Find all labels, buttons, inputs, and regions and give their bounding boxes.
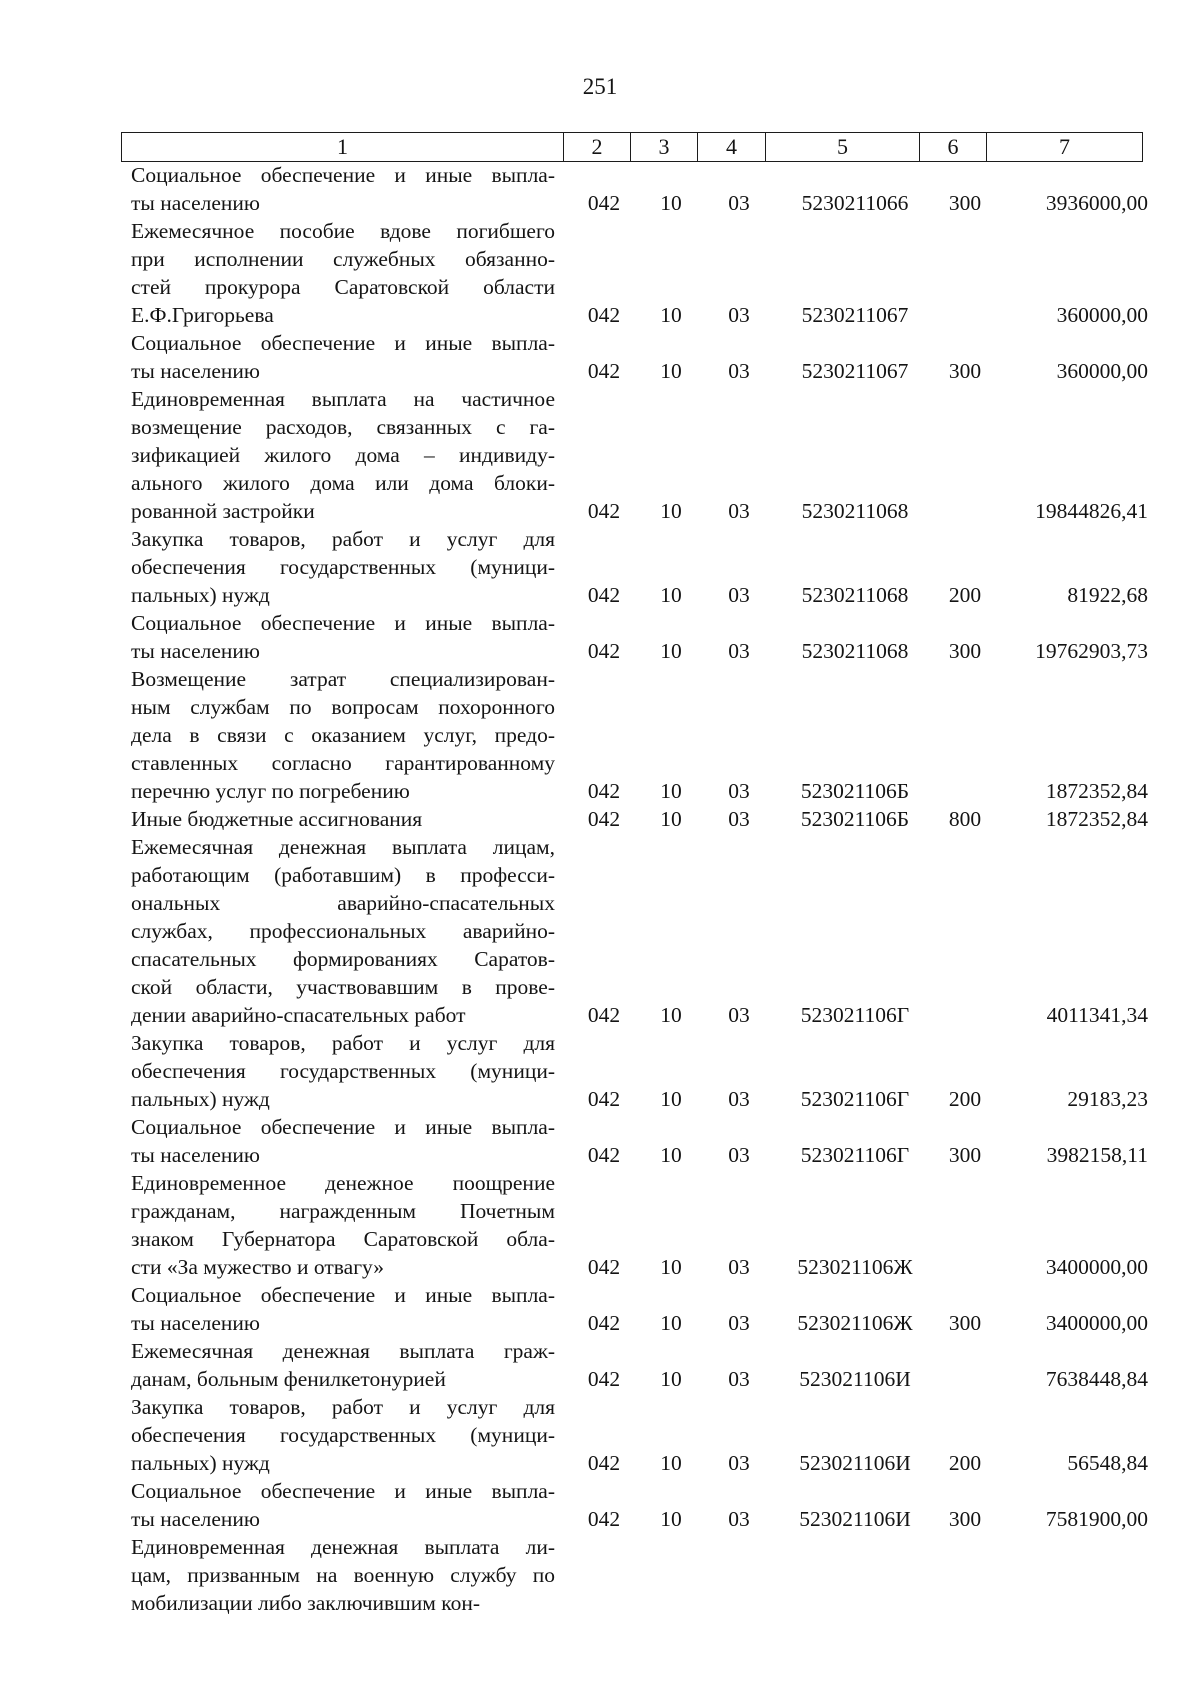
cell-c3: 10 xyxy=(660,1087,682,1111)
description-line: ты населению xyxy=(131,639,260,663)
cell-c5: 523021106Г xyxy=(800,1003,910,1027)
description-line: возмещение расходов, связанных с га- xyxy=(131,415,555,439)
cell-c5: 523021106И xyxy=(799,1367,911,1391)
row-description xyxy=(131,833,555,1029)
cell-c3: 10 xyxy=(660,639,682,663)
description-line: при исполнении служебных обязанно- xyxy=(131,247,555,271)
description-line: Е.Ф.Григорьева xyxy=(131,303,274,327)
description-line: Закупка товаров, работ и услуг для xyxy=(131,1395,555,1419)
column-header-4: 4 xyxy=(698,133,766,162)
cell-c7: 19844826,41 xyxy=(1035,499,1148,523)
cell-c6: 200 xyxy=(948,1451,982,1475)
cell-c5: 523021106И xyxy=(799,1451,911,1475)
cell-c3: 10 xyxy=(660,359,682,383)
description-line: ты населению xyxy=(131,1311,260,1335)
cell-c2: 042 xyxy=(587,1143,621,1167)
table-row xyxy=(0,1337,1200,1393)
cell-c6: 300 xyxy=(948,1507,982,1531)
row-description xyxy=(131,1281,555,1337)
description-line: Социальное обеспечение и иные выпла- xyxy=(131,1283,555,1307)
cell-c4: 03 xyxy=(728,499,750,523)
description-line: Социальное обеспечение и иные выпла- xyxy=(131,611,555,635)
description-line: Социальное обеспечение и иные выпла- xyxy=(131,1115,555,1139)
description-line: Возмещение затрат специализирован- xyxy=(131,667,555,691)
description-line: цам, призванным на военную службу по xyxy=(131,1563,555,1587)
description-line: ным службам по вопросам похоронного xyxy=(131,695,555,719)
table-body xyxy=(0,161,1200,1617)
cell-c2: 042 xyxy=(587,1367,621,1391)
cell-c3: 10 xyxy=(660,303,682,327)
description-line: гражданам, награжденным Почетным xyxy=(131,1199,555,1223)
description-line: обеспечения государственных (муници- xyxy=(131,1423,555,1447)
description-line: пальных) нужд xyxy=(131,1451,270,1475)
cell-c4: 03 xyxy=(728,1451,750,1475)
cell-c3: 10 xyxy=(660,1311,682,1335)
column-header-3: 3 xyxy=(631,133,698,162)
cell-c2: 042 xyxy=(587,583,621,607)
row-description xyxy=(131,609,555,665)
column-header-row xyxy=(122,133,1143,162)
column-header-7: 7 xyxy=(987,133,1143,162)
description-line: службах, профессиональных аварийно- xyxy=(131,919,555,943)
table-row xyxy=(0,1477,1200,1533)
cell-c3: 10 xyxy=(660,1255,682,1279)
table-row xyxy=(0,161,1200,217)
description-line: дении аварийно-спасательных работ xyxy=(131,1003,466,1027)
cell-c5: 5230211068 xyxy=(801,499,909,523)
cell-c7: 29183,23 xyxy=(1067,1087,1148,1111)
cell-c6: 200 xyxy=(948,1087,982,1111)
row-description xyxy=(131,805,555,833)
cell-c4: 03 xyxy=(728,1143,750,1167)
cell-c6: 800 xyxy=(948,807,982,831)
table-row xyxy=(0,1113,1200,1169)
cell-c4: 03 xyxy=(728,807,750,831)
description-line: стей прокурора Саратовской области xyxy=(131,275,555,299)
column-header-2: 2 xyxy=(564,133,631,162)
description-line: зификацией жилого дома – индивиду- xyxy=(131,443,555,467)
description-line: ального жилого дома или дома блоки- xyxy=(131,471,555,495)
cell-c5: 523021106Г xyxy=(800,1143,910,1167)
cell-c4: 03 xyxy=(728,583,750,607)
cell-c6: 300 xyxy=(948,639,982,663)
column-header-5: 5 xyxy=(766,133,920,162)
table-row xyxy=(0,805,1200,833)
description-line: Социальное обеспечение и иные выпла- xyxy=(131,163,555,187)
cell-c3: 10 xyxy=(660,807,682,831)
cell-c6: 300 xyxy=(948,1311,982,1335)
cell-c7: 7581900,00 xyxy=(1045,1507,1148,1531)
column-header-table xyxy=(121,132,1143,162)
cell-c4: 03 xyxy=(728,779,750,803)
description-line: обеспечения государственных (муници- xyxy=(131,555,555,579)
cell-c4: 03 xyxy=(728,1003,750,1027)
cell-c2: 042 xyxy=(587,359,621,383)
description-line: Закупка товаров, работ и услуг для xyxy=(131,527,555,551)
cell-c7: 56548,84 xyxy=(1067,1451,1148,1475)
cell-c3: 10 xyxy=(660,1143,682,1167)
table-row xyxy=(0,525,1200,609)
table-row xyxy=(0,1169,1200,1281)
description-line: Ежемесячная денежная выплата лицам, xyxy=(131,835,555,859)
description-line: мобилизации либо заключившим кон- xyxy=(131,1591,480,1615)
cell-c5: 5230211067 xyxy=(801,303,909,327)
cell-c6: 300 xyxy=(948,191,982,215)
cell-c3: 10 xyxy=(660,499,682,523)
row-description xyxy=(131,525,555,609)
cell-c3: 10 xyxy=(660,779,682,803)
row-description xyxy=(131,329,555,385)
cell-c3: 10 xyxy=(660,1367,682,1391)
cell-c7: 81922,68 xyxy=(1067,583,1148,607)
page-number: 251 xyxy=(582,74,618,99)
cell-c7: 3936000,00 xyxy=(1045,191,1148,215)
row-description xyxy=(131,1169,555,1281)
cell-c7: 19762903,73 xyxy=(1035,639,1148,663)
cell-c3: 10 xyxy=(660,1451,682,1475)
description-line: работающим (работавшим) в професси- xyxy=(131,863,555,887)
cell-c5: 523021106И xyxy=(799,1507,911,1531)
row-description xyxy=(131,385,555,525)
cell-c4: 03 xyxy=(728,191,750,215)
row-description xyxy=(131,1477,555,1533)
description-line: ты населению xyxy=(131,359,260,383)
row-description xyxy=(131,665,555,805)
description-line: Единовременная выплата на частичное xyxy=(131,387,555,411)
cell-c3: 10 xyxy=(660,191,682,215)
cell-c7: 360000,00 xyxy=(1056,303,1148,327)
cell-c2: 042 xyxy=(587,779,621,803)
description-line: Социальное обеспечение и иные выпла- xyxy=(131,331,555,355)
description-line: перечню услуг по погребению xyxy=(131,779,410,803)
description-line: дела в связи с оказанием услуг, предо- xyxy=(131,723,555,747)
cell-c2: 042 xyxy=(587,303,621,327)
cell-c5: 5230211067 xyxy=(801,359,909,383)
cell-c7: 360000,00 xyxy=(1056,359,1148,383)
cell-c3: 10 xyxy=(660,1003,682,1027)
cell-c2: 042 xyxy=(587,1451,621,1475)
cell-c2: 042 xyxy=(587,1087,621,1111)
description-line: ты населению xyxy=(131,1507,260,1531)
cell-c7: 1872352,84 xyxy=(1045,807,1148,831)
description-line: ты населению xyxy=(131,1143,260,1167)
cell-c4: 03 xyxy=(728,1087,750,1111)
table-row xyxy=(0,1533,1200,1617)
description-line: пальных) нужд xyxy=(131,583,270,607)
cell-c2: 042 xyxy=(587,807,621,831)
cell-c3: 10 xyxy=(660,1507,682,1531)
cell-c7: 3982158,11 xyxy=(1046,1143,1148,1167)
cell-c4: 03 xyxy=(728,639,750,663)
description-line: Ежемесячное пособие вдове погибшего xyxy=(131,219,555,243)
table-row xyxy=(0,385,1200,525)
row-description xyxy=(131,1029,555,1113)
table-row xyxy=(0,329,1200,385)
table-row xyxy=(0,1281,1200,1337)
description-line: сти «За мужество и отвагу» xyxy=(131,1255,385,1279)
cell-c6: 300 xyxy=(948,1143,982,1167)
cell-c2: 042 xyxy=(587,499,621,523)
table-row xyxy=(0,609,1200,665)
cell-c2: 042 xyxy=(587,1255,621,1279)
table-row xyxy=(0,217,1200,329)
description-line: Единовременное денежное поощрение xyxy=(131,1171,555,1195)
description-line: ты населению xyxy=(131,191,260,215)
cell-c2: 042 xyxy=(587,1507,621,1531)
description-line: Закупка товаров, работ и услуг для xyxy=(131,1031,555,1055)
row-description xyxy=(131,217,555,329)
table-row xyxy=(0,665,1200,805)
table-row xyxy=(0,1029,1200,1113)
row-description xyxy=(131,1113,555,1169)
cell-c5: 523021106Б xyxy=(800,779,910,803)
row-description xyxy=(131,161,555,217)
description-line: спасательных формированиях Саратов- xyxy=(131,947,555,971)
cell-c7: 3400000,00 xyxy=(1045,1255,1148,1279)
cell-c4: 03 xyxy=(728,1255,750,1279)
description-line: ской области, участвовавшим в прове- xyxy=(131,975,555,999)
cell-c2: 042 xyxy=(587,639,621,663)
column-header-1: 1 xyxy=(122,133,564,162)
cell-c5: 523021106Б xyxy=(800,807,910,831)
description-line: пальных) нужд xyxy=(131,1087,270,1111)
cell-c7: 7638448,84 xyxy=(1045,1367,1148,1391)
description-line: Иные бюджетные ассигнования xyxy=(131,807,423,831)
description-line: Ежемесячная денежная выплата граж- xyxy=(131,1339,555,1363)
cell-c5: 5230211068 xyxy=(801,583,909,607)
cell-c2: 042 xyxy=(587,1003,621,1027)
cell-c5: 523021106Г xyxy=(800,1087,910,1111)
cell-c5: 523021106Ж xyxy=(797,1311,913,1335)
cell-c5: 523021106Ж xyxy=(797,1255,913,1279)
cell-c7: 4011341,34 xyxy=(1046,1003,1148,1027)
description-line: Социальное обеспечение и иные выпла- xyxy=(131,1479,555,1503)
description-line: рованной застройки xyxy=(131,499,315,523)
cell-c4: 03 xyxy=(728,1311,750,1335)
cell-c6: 300 xyxy=(948,359,982,383)
cell-c4: 03 xyxy=(728,303,750,327)
description-line: обеспечения государственных (муници- xyxy=(131,1059,555,1083)
description-line: знаком Губернатора Саратовской обла- xyxy=(131,1227,555,1251)
cell-c2: 042 xyxy=(587,191,621,215)
cell-c2: 042 xyxy=(587,1311,621,1335)
cell-c7: 1872352,84 xyxy=(1045,779,1148,803)
description-line: ональных аварийно-спасательных xyxy=(131,891,555,915)
cell-c7: 3400000,00 xyxy=(1045,1311,1148,1335)
row-description xyxy=(131,1337,555,1393)
row-description xyxy=(131,1533,555,1617)
table-row xyxy=(0,833,1200,1029)
table-row xyxy=(0,1393,1200,1477)
cell-c4: 03 xyxy=(728,359,750,383)
cell-c4: 03 xyxy=(728,1507,750,1531)
cell-c4: 03 xyxy=(728,1367,750,1391)
description-line: Единовременная денежная выплата ли- xyxy=(131,1535,555,1559)
cell-c6: 200 xyxy=(948,583,982,607)
cell-c3: 10 xyxy=(660,583,682,607)
cell-c5: 5230211066 xyxy=(801,191,909,215)
description-line: данам, больным фенилкетонурией xyxy=(131,1367,446,1391)
cell-c5: 5230211068 xyxy=(801,639,909,663)
row-description xyxy=(131,1393,555,1477)
column-header-6: 6 xyxy=(920,133,987,162)
description-line: ставленных согласно гарантированному xyxy=(131,751,555,775)
